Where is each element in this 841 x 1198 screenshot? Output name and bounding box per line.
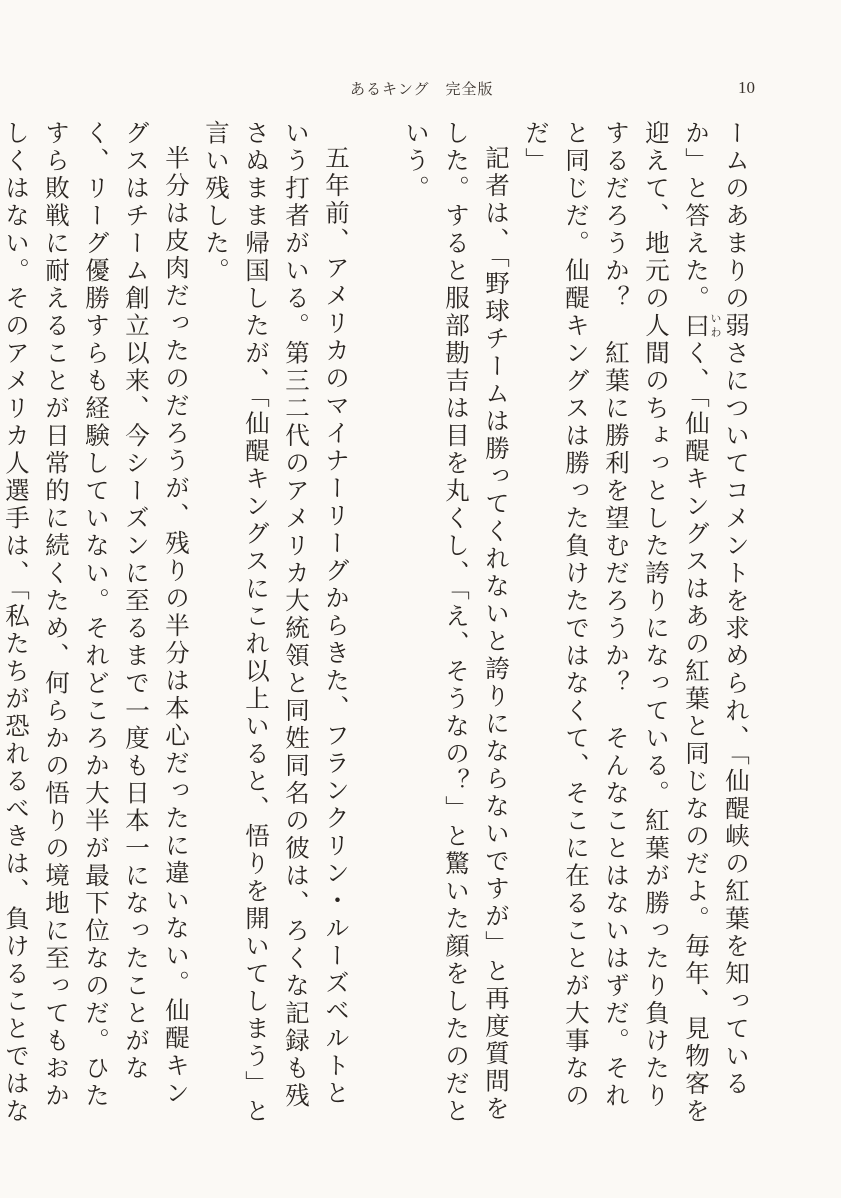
- page-number: 10: [738, 78, 755, 97]
- paragraph-1: ームのあまりの弱さについてコメントを求められ、「仙醍峡の紅葉を知っているか」と答えた。曰いわく、「仙醍キングスはあの紅葉と同じなのだよ。毎年、見物客を迎えて、地元の人間のちょっとした誇りになっている。紅葉が勝ったり負けたりするだろうか？ 紅葉に勝利を望むだろうか？ そんなことはないはずだ。それと同じだ。仙醍キングスは勝った負けたではなくて、そこに在ることが大事なのだ」: [522, 120, 751, 1126]
- paragraph-2: 記者は、「野球チームは勝ってくれないと誇りにならないですが」と再度質問をした。すると服部勘吉は目を丸くし、「え、そうなの？」と驚いた顔をしたのだという。: [402, 120, 511, 1126]
- running-title: あるキング 完全版: [350, 80, 494, 98]
- running-header: [0, 78, 841, 100]
- furigana: 曰いわ: [682, 312, 722, 341]
- paragraph-3: 五年前、アメリカのマイナーリーグからきた、フランクリン・ルーズベルトという打者がいる。第三二代のアメリカ大統領と同姓同名の彼は、ろくな記録も残さぬまま帰国したが、「仙醍キングスにこれ以上いると、悟りを開いてしまう」と言い残した。: [202, 120, 351, 1126]
- paragraph-gap: [356, 120, 396, 1130]
- vertical-body-text: [2, 120, 756, 1130]
- paragraph-4: 半分は皮肉だったのだろうが、残りの半分は本心だったに違いない。仙醍キングスはチーム創立以来、今シーズンに至るまで一度も日本一になったことがなく、リーグ優勝すらも経験していない。それどころか大半が最下位なのだ。ひたすら敗戦に耐えることが日常的に続くため、何らかの悟りの境地に至ってもおかしくはない。そのアメリカ人選手は、「私たちが恐れるべきは、負けることではな: [2, 120, 191, 1126]
